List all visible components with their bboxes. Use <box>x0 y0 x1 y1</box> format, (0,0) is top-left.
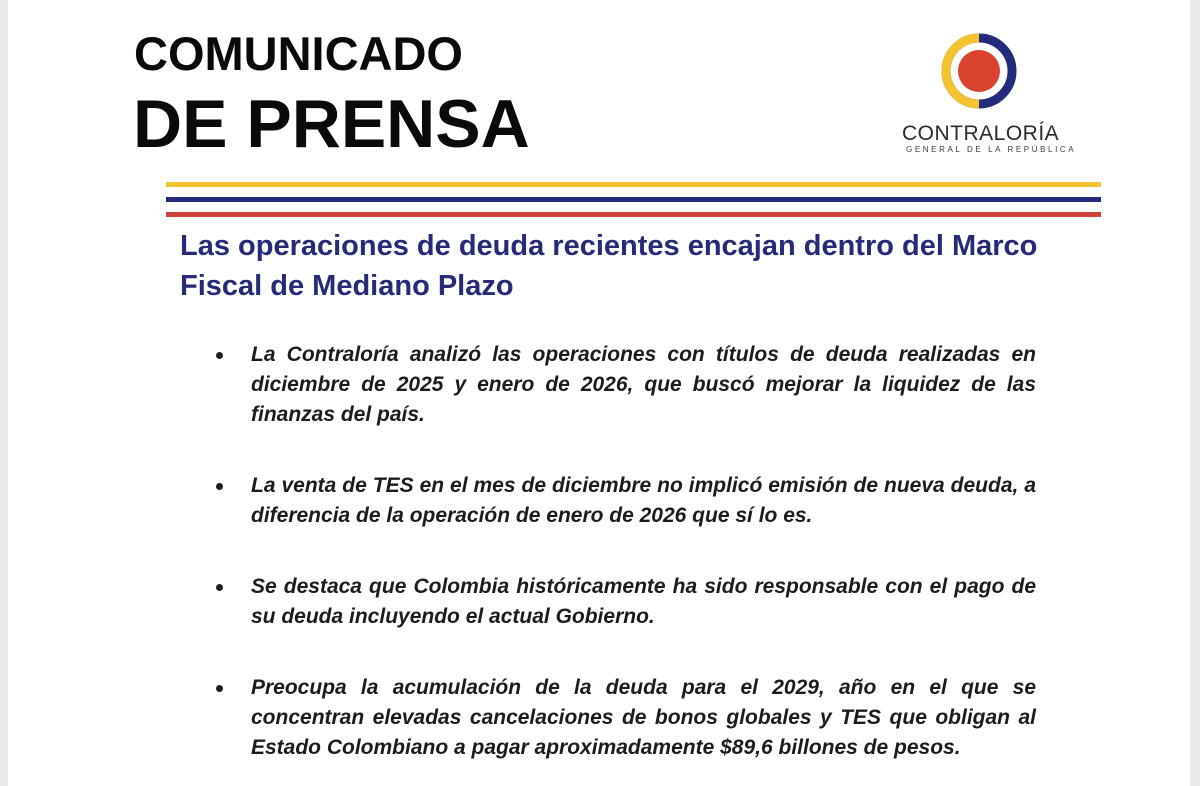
logo-subtitle: GENERAL DE LA REPÚBLICA <box>906 145 1077 154</box>
blue-stripe <box>166 197 1101 202</box>
bullet-text: Preocupa la acumulación de la deuda para el 2029, año en el que se concentran elevadas cancelaciones de bonos globales y TES que obligan al Estado Colombiano a pagar aproximadamente $89,6 billones de pesos. <box>251 676 1036 759</box>
contraloria-emblem-icon <box>936 28 1022 114</box>
key-points-list <box>214 340 1036 763</box>
list-item <box>214 471 1036 531</box>
yellow-stripe <box>166 182 1101 187</box>
bullet-dot-icon <box>216 483 223 490</box>
contraloria-logo <box>888 28 1078 158</box>
bullet-dot-icon <box>216 352 223 359</box>
bullet-text: La Contraloría analizó las operaciones con títulos de deuda realizadas en diciembre de 2025 y enero de 2026, que buscó mejorar la liquidez de las finanzas del país. <box>251 343 1036 426</box>
press-release-page <box>8 0 1190 786</box>
title-line-de-prensa: DE PRENSA <box>133 86 530 162</box>
logo-name: CONTRALORÍA <box>902 122 1060 145</box>
list-item <box>214 340 1036 430</box>
bullet-text: La venta de TES en el mes de diciembre no implicó emisión de nueva deuda, a diferencia de la operación de enero de 2026 que sí lo es. <box>251 474 1036 527</box>
list-item <box>214 673 1036 763</box>
list-item <box>214 572 1036 632</box>
title-line-comunicado: COMUNICADO <box>134 27 463 80</box>
bullet-dot-icon <box>216 584 223 591</box>
headline: Las operaciones de deuda recientes encajan dentro del Marco Fiscal de Mediano Plazo <box>180 230 1038 302</box>
bullet-dot-icon <box>216 685 223 692</box>
red-stripe <box>166 212 1101 217</box>
bullet-text: Se destaca que Colombia históricamente ha sido responsable con el pago de su deuda incluyendo el actual Gobierno. <box>251 575 1036 628</box>
